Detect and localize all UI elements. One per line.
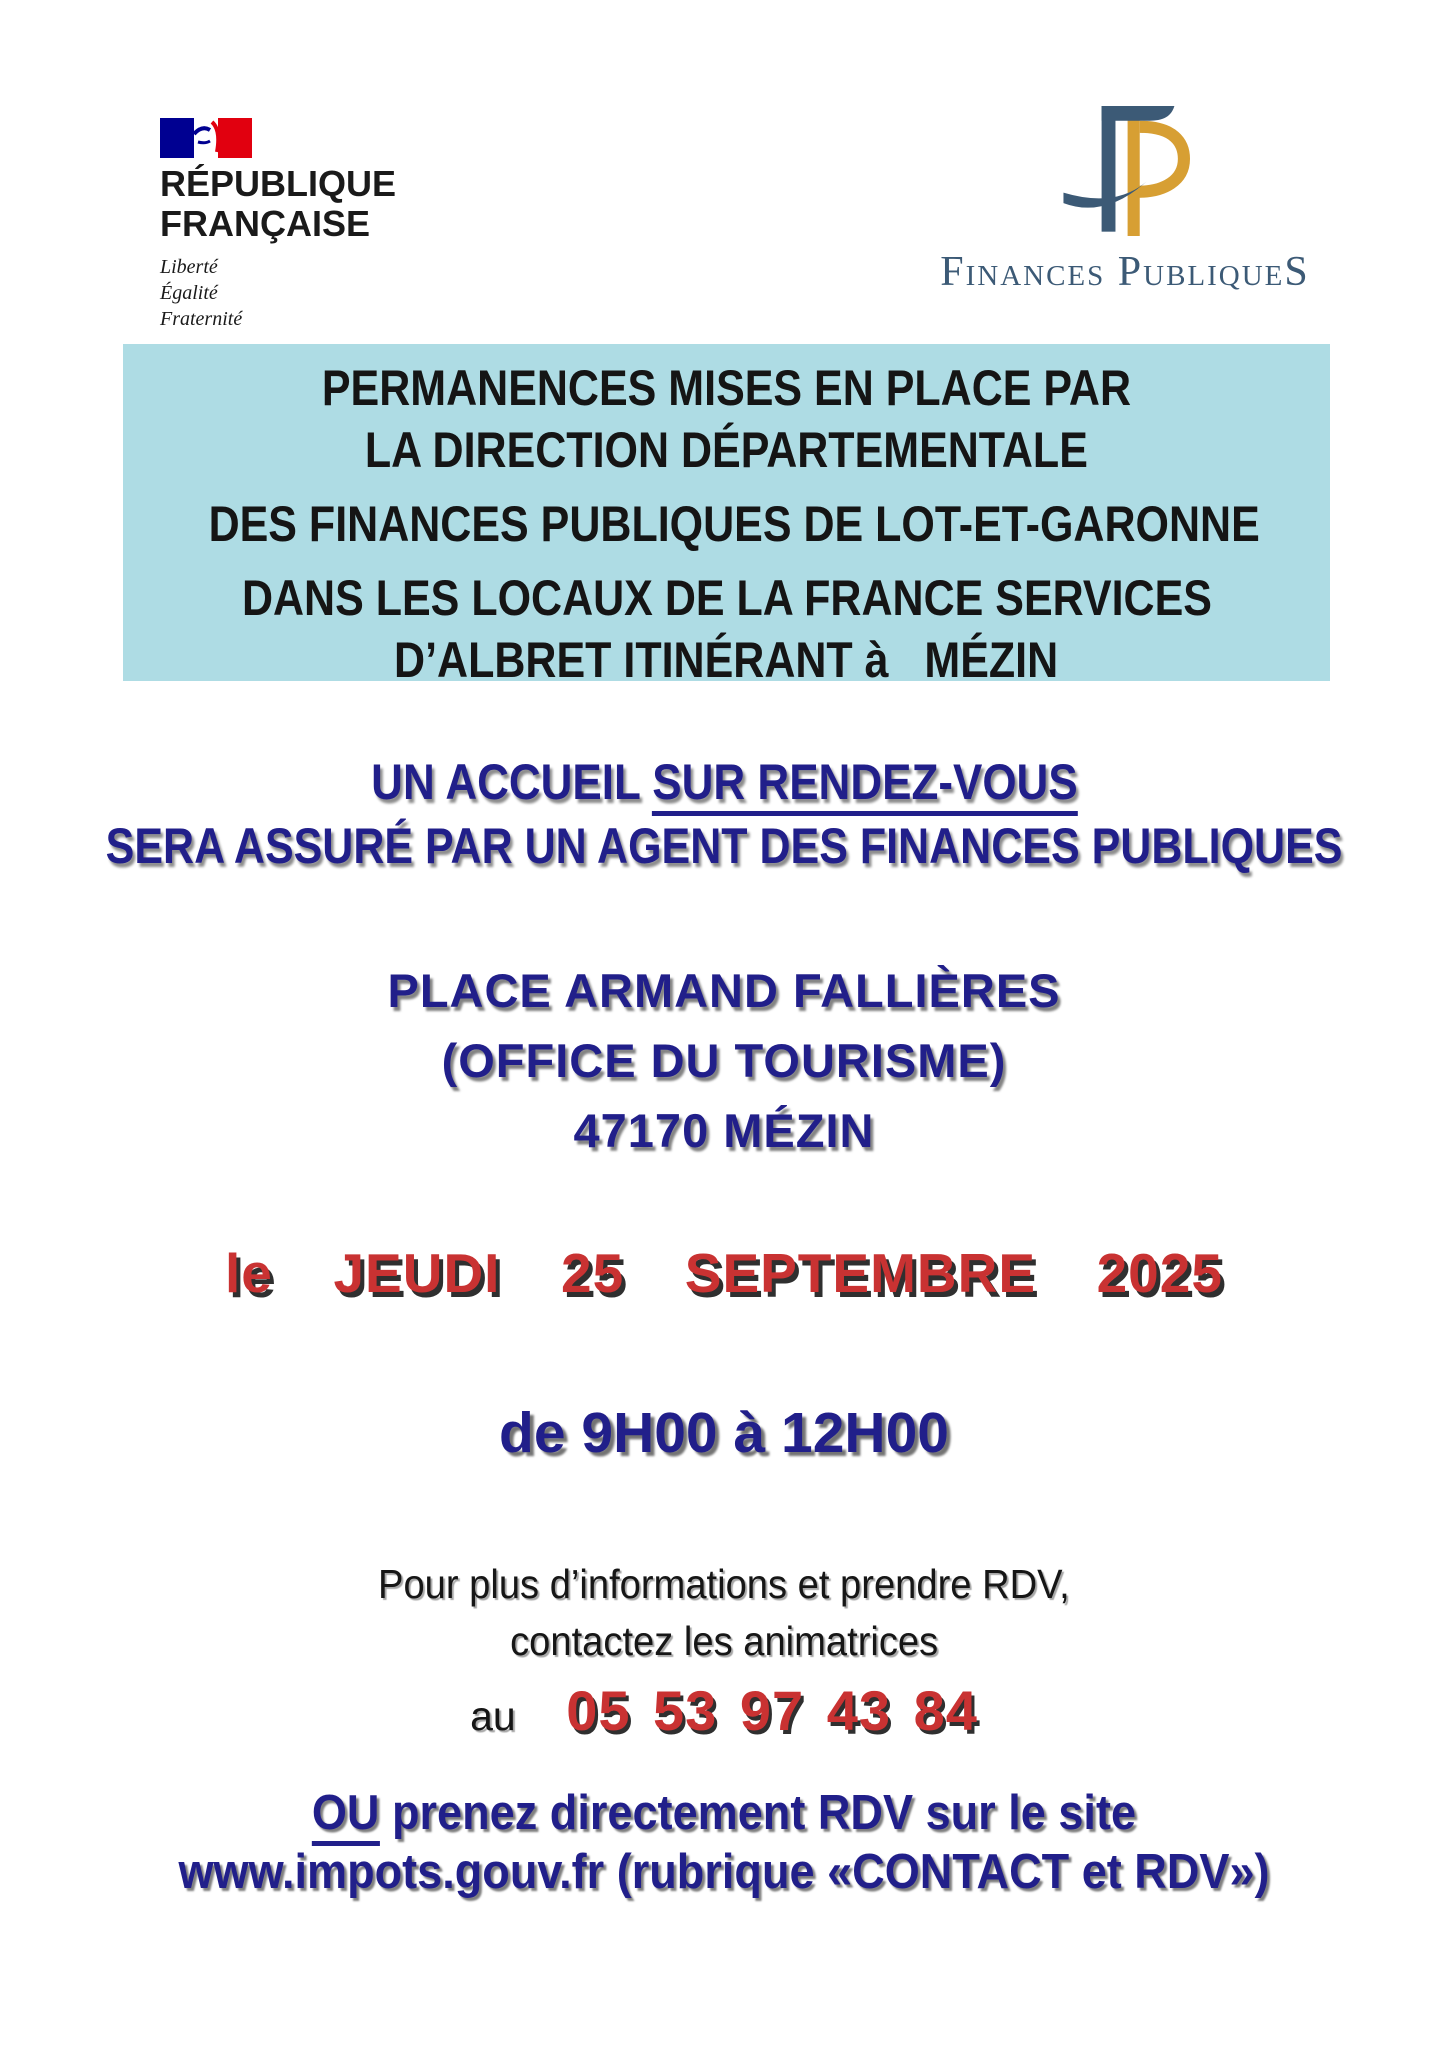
republique-francaise-logo bbox=[160, 118, 420, 332]
phone-row bbox=[0, 1678, 1448, 1743]
event-hours: de 9H00 à 12H00 bbox=[499, 1401, 949, 1465]
phone-label: au bbox=[470, 1693, 516, 1739]
rf-motto-line1: Liberté bbox=[160, 256, 218, 278]
address-section bbox=[0, 956, 1448, 1166]
info-line-1: Pour plus d’informations et prendre RDV, bbox=[378, 1561, 1070, 1607]
banner-line-3: DES FINANCES PUBLIQUES DE LOT-ET-GARONNE bbox=[208, 496, 1260, 552]
rf-motto-line3: Fraternité bbox=[160, 308, 243, 330]
banner-line-5: D’ALBRET ITINÉRANT à MÉZIN bbox=[394, 632, 1059, 688]
address-line-3: 47170 MÉZIN bbox=[573, 1104, 875, 1157]
fp-logo-caption: Finances PubliqueS bbox=[940, 249, 1310, 295]
fp-monogram-icon bbox=[1060, 96, 1190, 246]
phone-number: 05 53 97 43 84 bbox=[566, 1679, 978, 1742]
footer-line-2: www.impots.gouv.fr (rubrique «CONTACT et RDV») bbox=[178, 1845, 1270, 1899]
footer-line1-rest: prenez directement RDV sur le site bbox=[379, 1786, 1137, 1840]
event-date: le JEUDI 25 SEPTEMBRE 2025 bbox=[225, 1242, 1223, 1304]
info-line-2: contactez les animatrices bbox=[509, 1618, 939, 1664]
ou-underlined-text: OU bbox=[312, 1786, 380, 1846]
address-line-1: PLACE ARMAND FALLIÈRES bbox=[387, 964, 1061, 1017]
rf-wordmark-line1: RÉPUBLIQUE bbox=[160, 163, 397, 204]
rf-motto-line2: Égalité bbox=[160, 282, 218, 304]
finances-publiques-logo bbox=[915, 96, 1335, 294]
accueil-line-2: SERA ASSURÉ PAR UN AGENT DES FINANCES PUBLIQUES bbox=[105, 818, 1343, 874]
accueil-section bbox=[0, 750, 1448, 878]
contact-info-section bbox=[0, 1556, 1448, 1743]
rdv-underlined-text: SUR RENDEZ-VOUS bbox=[652, 754, 1077, 816]
rf-wordmark bbox=[160, 164, 420, 244]
website-section bbox=[0, 1784, 1448, 1902]
rf-wordmark-line2: FRANÇAISE bbox=[160, 203, 371, 244]
footer-line-1 bbox=[312, 1784, 1136, 1843]
accueil-line-1 bbox=[371, 750, 1078, 814]
banner-line-2: LA DIRECTION DÉPARTEMENTALE bbox=[364, 422, 1089, 478]
accueil-line1-prefix: UN ACCUEIL bbox=[370, 754, 652, 810]
permanences-banner bbox=[123, 344, 1330, 688]
address-line-2: (OFFICE DU TOURISME) bbox=[441, 1034, 1007, 1087]
banner-line-1: PERMANENCES MISES EN PLACE PAR bbox=[321, 360, 1132, 416]
french-flag-icon bbox=[160, 118, 252, 158]
rf-motto bbox=[160, 254, 420, 332]
banner-line-4: DANS LES LOCAUX DE LA FRANCE SERVICES bbox=[241, 570, 1212, 626]
